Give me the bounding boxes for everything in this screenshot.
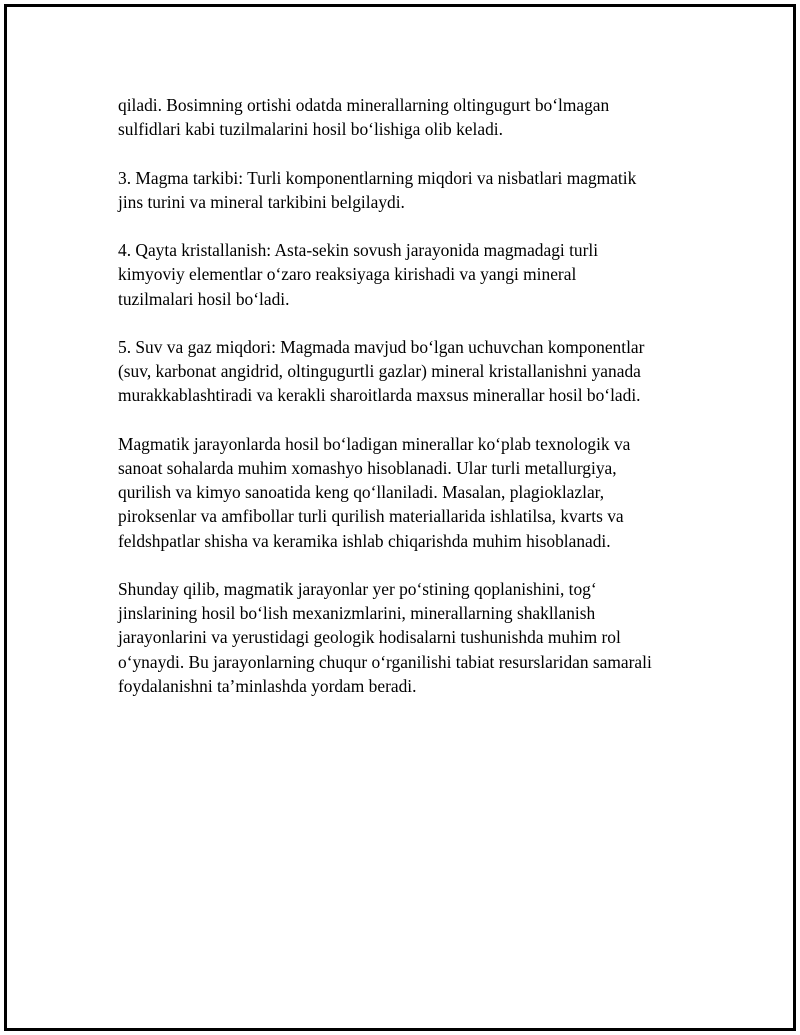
paragraph-water-gas (118, 335, 693, 408)
paragraph-conclusion (118, 577, 693, 698)
paragraph-applications (118, 432, 693, 553)
text-line: sulfidlari kabi tuzilmalarini hosil boʻlishiga olib keladi. (118, 119, 503, 140)
text-line: jinslarining hosil boʻlish mexanizmlarini, minerallarning shakllanish (118, 603, 596, 624)
text-line: 3. Magma tarkibi: Turli komponentlarning miqdori va nisbatlari magmatik (118, 167, 637, 188)
text-line: jins turini va mineral tarkibini belgilaydi. (118, 191, 405, 212)
text-line: 4. Qayta kristallanish: Asta-sekin sovush jarayonida magmadagi turli (118, 240, 599, 261)
text-line: Shunday qilib, magmatik jarayonlar yer poʻstining qoplanishini, togʻ (118, 578, 597, 599)
text-line: Magmatik jarayonlarda hosil boʻladigan minerallar koʻplab texnologik va (118, 433, 631, 454)
text-line: qurilish va kimyo sanoatida keng qoʻllaniladi. Masalan, plagioklazlar, (118, 482, 605, 503)
text-line: jarayonlarini va yerustidagi geologik hodisalarni tushunishda muhim rol (118, 627, 621, 648)
document-body (118, 93, 693, 722)
text-line: qiladi. Bosimning ortishi odatda minerallarning oltingugurt boʻlmagan (118, 95, 610, 115)
paragraph-magma-composition (118, 166, 693, 214)
paragraph-recrystallization (118, 238, 693, 311)
paragraph-pressure (118, 93, 693, 141)
text-line: piroksenlar va amfibollar turli qurilish materiallarida ishlatilsa, kvarts va (118, 506, 624, 527)
text-line: foydalanishni taʼminlashda yordam beradi. (118, 675, 417, 696)
text-line: kimyoviy elementlar oʻzaro reaksiyaga kirishadi va yangi mineral (118, 264, 577, 285)
text-line: sanoat sohalarda muhim xomashyo hisoblanadi. Ular turli metallurgiya, (118, 457, 617, 478)
text-line: oʻynaydi. Bu jarayonlarning chuqur oʻrganilishi tabiat resurslaridan samarali (118, 651, 652, 672)
text-line: murakkablashtiradi va kerakli sharoitlarda maxsus minerallar hosil boʻladi. (118, 385, 641, 406)
text-line: (suv, karbonat angidrid, oltingugurtli gazlar) mineral kristallanishni yanada (118, 361, 641, 382)
text-line: 5. Suv va gaz miqdori: Magmada mavjud boʻlgan uchuvchan komponentlar (118, 336, 645, 357)
text-line: feldshpatlar shisha va keramika ishlab chiqarishda muhim hisoblanadi. (118, 530, 611, 551)
text-line: tuzilmalari hosil boʻladi. (118, 288, 290, 309)
